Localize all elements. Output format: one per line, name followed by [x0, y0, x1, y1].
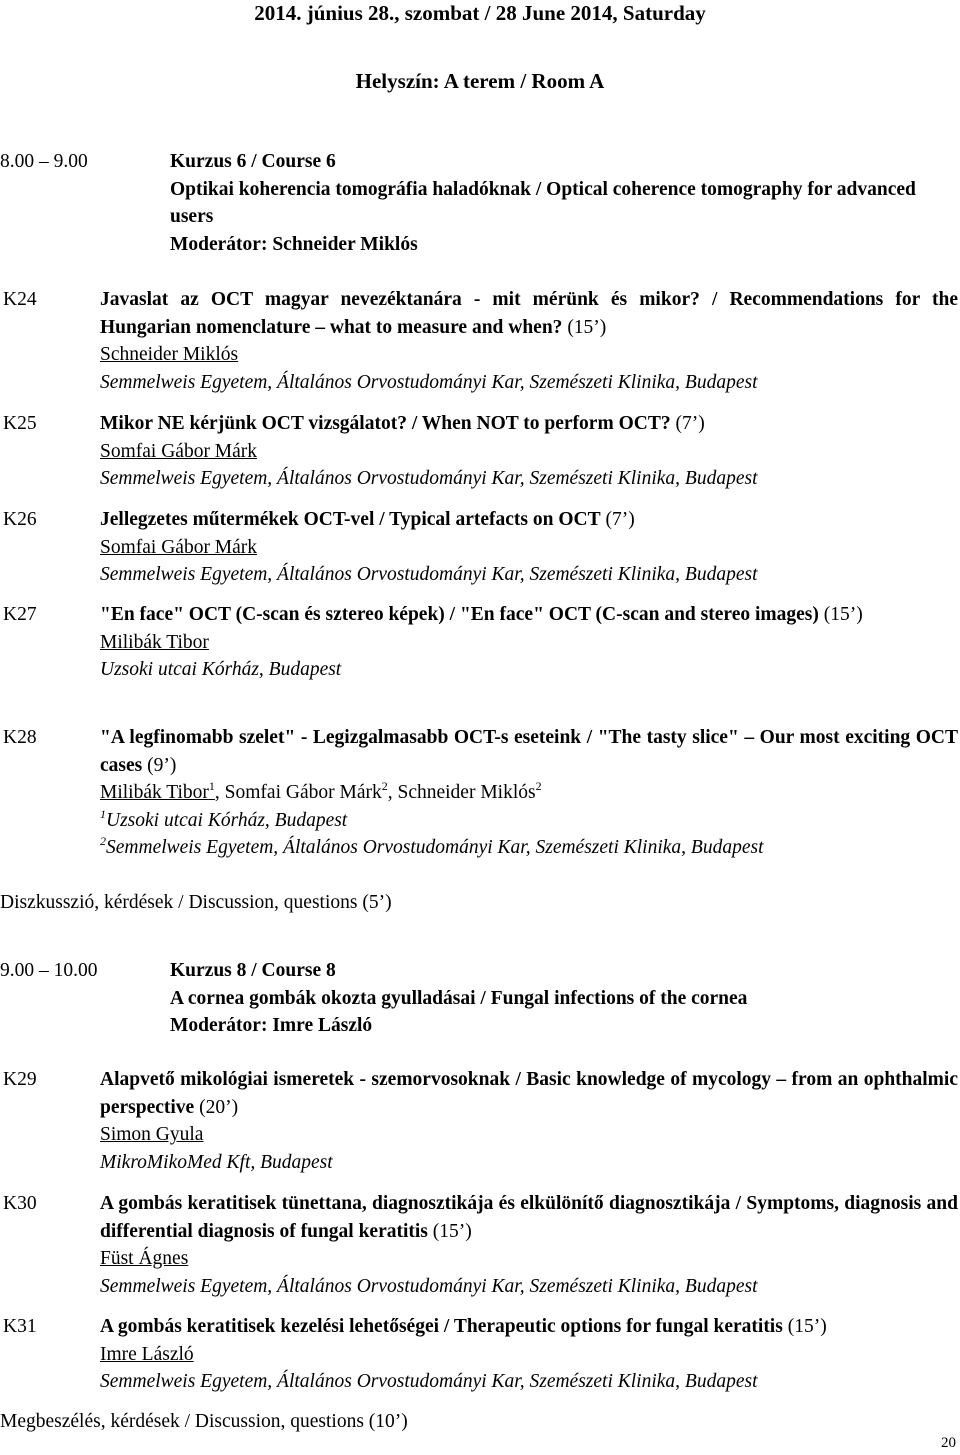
talk-id: K25 [3, 413, 37, 434]
talk-affiliation: Semmelweis Egyetem, Általános Orvostudományi Kar, Szemészeti Klinika, Budapest [100, 564, 758, 585]
talk-author: Milibák Tibor [100, 782, 209, 803]
course8-title: Kurzus 8 / Course 8 [170, 960, 336, 981]
moderator-name: Imre László [272, 1015, 373, 1036]
talk-affiliation [100, 834, 958, 862]
course6-block [170, 148, 960, 258]
talk-duration: (15’) [567, 316, 607, 338]
talk-authors [100, 779, 958, 807]
affiliation-text: Semmelweis Egyetem, Általános Orvostudományi Kar, Szemészeti Klinika, Budapest [106, 837, 764, 858]
talk-author: Simon Gyula [100, 1124, 204, 1145]
talk-affiliation [100, 807, 958, 835]
talk-duration: (9’) [147, 754, 177, 776]
author-affiliation-mark: 1 [208, 779, 215, 793]
talk-duration: (7’) [605, 509, 635, 530]
course8-subtitle: A cornea gombák okozta gyulladásai / Fungal infections of the cornea [170, 987, 748, 1009]
talk-content [100, 724, 958, 862]
talk-affiliation: Semmelweis Egyetem, Általános Orvostudományi Kar, Szemészeti Klinika, Budapest [100, 1275, 758, 1297]
talk-title: "En face" OCT (C-scan és sztereo képek) / "En face" OCT (C-scan and stereo images) [100, 604, 819, 625]
affiliation-mark: 2 [100, 834, 106, 848]
talk-author: Schneider Miklós [100, 344, 239, 365]
talk-id: K29 [3, 1069, 37, 1090]
talk-id: K31 [3, 1316, 37, 1337]
course6-subtitle: Optikai koherencia tomográfia haladóknak / Optical coherence tomography for advanced users [170, 178, 916, 227]
talk-title: "A legfinomabb szelet" - Legizgalmasabb OCT-s eseteink / "The tasty slice" – Our most exciting OCT cases [100, 727, 958, 776]
talk-content [100, 410, 958, 493]
talk-duration: (15’) [823, 604, 863, 625]
course8-block [170, 957, 960, 1040]
discussion-course8: Megbeszélés, kérdések / Discussion, questions (10’) [0, 1411, 408, 1432]
location-heading: Helyszín: A terem / Room A [355, 69, 605, 93]
talk-id: K30 [3, 1193, 37, 1214]
talk-duration: (20’) [199, 1096, 239, 1118]
talk-author: Somfai Gábor Márk [100, 536, 258, 558]
talk-title: Mikor NE kérjünk OCT vizsgálatot? / When NOT to perform OCT? [100, 413, 671, 434]
talk-content [100, 601, 958, 684]
discussion-course6: Diszkusszió, kérdések / Discussion, questions (5’) [0, 892, 392, 913]
talk-content [100, 286, 958, 396]
talk-duration: (7’) [675, 413, 705, 434]
talk-content [100, 1190, 958, 1300]
talk-title: A gombás keratitisek tünettana, diagnosztikája és elkülönítő diagnosztikája / Symptoms, diagnosis and differential diagnosis of fungal keratitis [100, 1193, 958, 1242]
affiliation-mark: 1 [100, 806, 106, 821]
talk-id: K26 [3, 509, 37, 530]
talk-author: , Schneider Miklós [387, 782, 536, 803]
talk-author: Somfai Gábor Márk [100, 440, 258, 462]
talk-affiliation: MikroMikoMed Kft, Budapest [100, 1151, 333, 1173]
talk-id: K27 [3, 604, 37, 625]
talk-content [100, 506, 958, 589]
talk-title: A gombás keratitisek kezelési lehetőségei / Therapeutic options for fungal keratitis [100, 1316, 783, 1337]
moderator-label: Moderátor: [170, 1015, 268, 1036]
talk-author: , Somfai Gábor Márk [214, 782, 382, 803]
talk-title: Javaslat az OCT magyar nevezéktanára - mit mérünk és mikor? / Recommendations for the Hungarian nomenclature – what to measure and when? [100, 289, 958, 338]
affiliation-text: Uzsoki utcai Kórház, Budapest [106, 809, 348, 831]
talk-author: Imre László [100, 1343, 194, 1365]
talk-duration: (15’) [432, 1220, 472, 1242]
course8-time: 9.00 – 10.00 [0, 960, 98, 981]
talk-id: K28 [3, 727, 37, 748]
day-heading: 2014. június 28., szombat / 28 June 2014, Saturday [254, 1, 706, 25]
talk-id: K24 [3, 289, 37, 310]
talk-content [100, 1313, 958, 1396]
course8-moderator [170, 1012, 960, 1040]
talk-affiliation: Uzsoki utcai Kórház, Budapest [100, 659, 342, 680]
talk-author: Milibák Tibor [100, 631, 209, 653]
talk-duration: (15’) [787, 1316, 827, 1337]
author-affiliation-mark: 2 [535, 779, 542, 793]
page-number: 20 [941, 1435, 956, 1451]
talk-affiliation: Semmelweis Egyetem, Általános Orvostudományi Kar, Szemészeti Klinika, Budapest [100, 468, 758, 489]
talk-affiliation: Semmelweis Egyetem, Általános Orvostudományi Kar, Szemészeti Klinika, Budapest [100, 371, 758, 393]
course6-title: Kurzus 6 / Course 6 [170, 151, 336, 172]
author-affiliation-mark: 2 [381, 779, 388, 793]
talk-title: Alapvető mikológiai ismeretek - szemorvosoknak / Basic knowledge of mycology – from an ophthalmic perspective [100, 1069, 958, 1118]
course6-time: 8.00 – 9.00 [0, 151, 88, 172]
talk-content [100, 1066, 958, 1176]
talk-affiliation: Semmelweis Egyetem, Általános Orvostudományi Kar, Szemészeti Klinika, Budapest [100, 1371, 758, 1392]
talk-title: Jellegzetes műtermékek OCT-vel / Typical artefacts on OCT [100, 509, 601, 530]
talk-author: Füst Ágnes [100, 1248, 189, 1269]
course6-moderator: Moderátor: Schneider Miklós [170, 233, 418, 255]
